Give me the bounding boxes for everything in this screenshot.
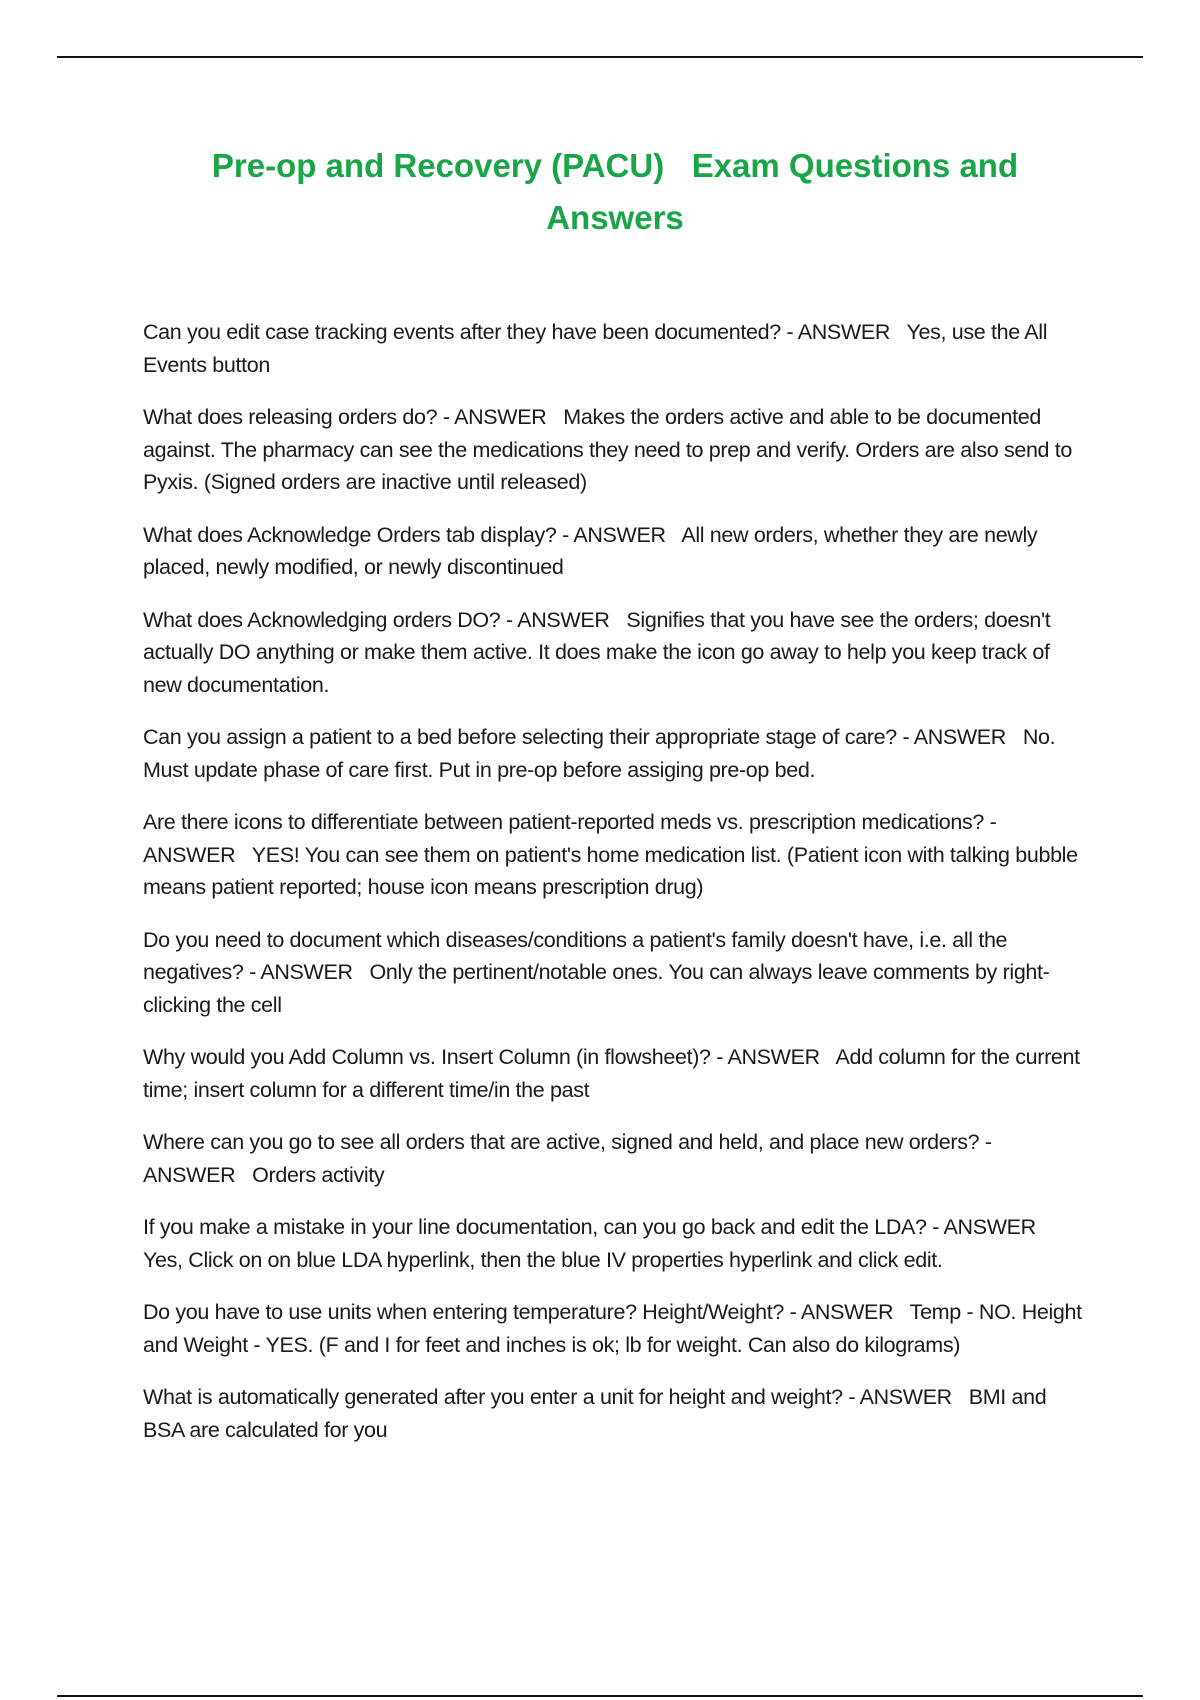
answer-gap (235, 843, 251, 867)
qa-item-9 (143, 1126, 1083, 1191)
answer-gap (546, 405, 563, 429)
answer-text: All new orders, whether they are newly placed, newly modified, or newly discontinued (143, 522, 1043, 579)
answer-label: ANSWER (800, 1300, 894, 1324)
question-text: What is automatically generated after you enter a unit for height and weight? (143, 1385, 843, 1409)
answer-text: Temp - NO. Height and Weight - YES. (F and I for feet and inches is ok; lb for weight. Can also do kilograms) (143, 1300, 1088, 1357)
answer-label: ANSWER (143, 1162, 236, 1187)
qa-item-12 (143, 1381, 1083, 1446)
answer-separator: - (437, 405, 455, 429)
question-text: What does Acknowledge Orders tab display? (143, 522, 557, 547)
qa-item-10 (143, 1211, 1083, 1276)
answer-separator: - (784, 1300, 801, 1324)
answer-gap (890, 320, 906, 344)
answer-separator: - (710, 1045, 728, 1069)
answer-label: ANSWER (913, 725, 1006, 749)
answer-gap (610, 608, 627, 632)
answer-label: ANSWER (797, 320, 891, 344)
answer-separator: - (896, 725, 914, 749)
question-text: What does Acknowledging orders DO? (143, 607, 501, 632)
question-text: Do you have to use units when entering temperature? Height/Weight? (143, 1300, 785, 1324)
answer-text: Only the pertinent/notable ones. You can always leave comments by right-clicking the cell (143, 960, 1050, 1017)
qa-item-2 (143, 401, 1083, 499)
document-title: Pre-op and Recovery (PACU) Exam Questions and Answers (211, 147, 1027, 236)
answer-gap (666, 523, 682, 547)
answer-text: Yes, use the All Events button (143, 320, 1053, 377)
answer-gap (820, 1045, 836, 1069)
qa-item-8 (143, 1041, 1086, 1106)
answer-text: BMI and BSA are calculated for you (143, 1385, 1052, 1442)
question-text: Do you need to document which diseases/conditions a patient's family doesn't have, i.e. all the negatives? (143, 927, 1013, 984)
answer-label: ANSWER (943, 1215, 1036, 1239)
answer-text: Orders activity (252, 1162, 385, 1187)
question-text: Why would you Add Column vs. Insert Column (in flowsheet)? (143, 1045, 711, 1069)
question-text: Where can you go to see all orders that are active, signed and held, and place new orders? (143, 1130, 980, 1154)
answer-separator: - (500, 607, 518, 632)
answer-gap (235, 1163, 252, 1187)
qa-item-1 (143, 316, 1083, 381)
qa-item-5 (143, 721, 1083, 786)
bottom-rule (57, 1695, 1143, 1697)
question-text: Can you assign a patient to a bed before selecting their appropriate stage of care? (143, 725, 897, 749)
question-text: Are there icons to differentiate between patient-reported meds vs. prescription medications? (143, 810, 985, 834)
qa-item-7 (143, 924, 1083, 1022)
top-rule (57, 56, 1143, 58)
answer-separator: - (926, 1215, 944, 1239)
answer-separator: - (979, 1130, 997, 1154)
answer-label: ANSWER (454, 405, 547, 429)
qa-list (143, 316, 1088, 1466)
answer-gap (1036, 1215, 1052, 1239)
answer-separator: - (556, 522, 574, 547)
answer-text: Signifies that you have see the orders; doesn't actually DO anything or make them active. It does make the icon go away to help you keep track of new documentation. (143, 607, 1056, 697)
answer-label: ANSWER (573, 522, 666, 547)
answer-label: ANSWER (517, 607, 610, 632)
answer-text: Makes the orders active and able to be documented against. The pharmacy can see the medications they need to prep and verify. Orders are also send to Pyxis. (Signed orders are inactive until released) (143, 405, 1078, 494)
answer-separator: - (780, 320, 798, 344)
qa-item-11 (143, 1296, 1088, 1361)
qa-item-4 (143, 604, 1083, 702)
answer-label: ANSWER (727, 1045, 820, 1069)
question-text: Can you edit case tracking events after they have been documented? (143, 320, 781, 344)
answer-gap (893, 1300, 909, 1324)
qa-item-6 (143, 806, 1083, 904)
answer-separator: - (984, 810, 1001, 834)
question-text: If you make a mistake in your line documentation, can you go back and edit the LDA? (143, 1215, 927, 1239)
answer-text: No. Must update phase of care first. Put in pre-op before assiging pre-op bed. (143, 725, 1061, 782)
answer-gap (1006, 725, 1023, 749)
answer-gap (353, 960, 370, 984)
answer-text: Yes, Click on on blue LDA hyperlink, then the blue IV properties hyperlink and click edit. (143, 1247, 943, 1272)
answer-gap (952, 1385, 969, 1409)
answer-label: ANSWER (143, 842, 236, 867)
answer-separator: - (842, 1385, 860, 1409)
answer-text: YES! You can see them on patient's home medication list. (Patient icon with talking bubble means patient reported; house icon means prescription drug) (143, 842, 1084, 899)
qa-item-3 (143, 519, 1083, 584)
answer-label: ANSWER (859, 1385, 952, 1409)
question-text: What does releasing orders do? (143, 405, 438, 429)
answer-separator: - (243, 960, 261, 984)
answer-label: ANSWER (260, 960, 353, 984)
answer-text: Add column for the current time; insert column for a different time/in the past (143, 1045, 1086, 1102)
